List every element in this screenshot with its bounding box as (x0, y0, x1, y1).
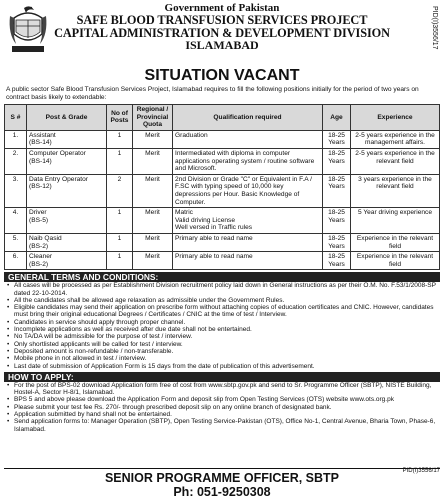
list-item: • Last date of submission of Application Form is 15 days from the date of publication of this advertisement. (14, 363, 438, 370)
column-header: Age (323, 105, 351, 131)
post-grade: (BS-12) (29, 183, 52, 191)
table-row (5, 130, 440, 148)
qualification-cell: Primary able to read name (173, 252, 323, 270)
post-cell (27, 130, 107, 148)
post-grade: (BS-14) (29, 157, 52, 165)
age-cell: 18-25 Years (323, 208, 351, 234)
column-header: No of Posts (107, 105, 133, 131)
list-item: • Application submitted by hand shall not be entertained. (14, 411, 438, 418)
phone-number: Ph: 051-9250308 (173, 485, 271, 499)
post-cell (27, 174, 107, 207)
post-grade: (BS-2) (29, 260, 49, 268)
city-name: ISLAMABAD (185, 38, 259, 52)
column-header: Regional / Provincial Quota (133, 105, 173, 131)
terms-heading: GENERAL TERMS AND CONDITIONS: (4, 272, 440, 282)
post-cell (27, 233, 107, 251)
column-header: Qualification required (173, 105, 323, 131)
post-grade: (BS-5) (29, 216, 49, 224)
list-item: • For the post of BPS-02 download Application form free of cost from www.sbtp.gov.pk and send to Sr. Programme Officer (SBTP), NISTE Building, Hostel-A, Sector H-8/1, Islamabad. (14, 382, 438, 397)
serial-cell: 4. (5, 208, 27, 234)
list-item: • Candidates in service should apply through proper channel. (14, 319, 438, 326)
qualification-cell: Intermediated with diploma in computer applications operating system / routine software and Microsoft. (173, 148, 323, 174)
table-row (5, 208, 440, 234)
list-item: • Incomplete applications as well as received after due date shall not be entertained. (14, 326, 438, 333)
list-item: • All the candidates shall be allowed age relaxation as admissible under the Government Rules. (14, 297, 438, 304)
vacancy-table (4, 104, 440, 270)
post-title: Computer Operator (29, 149, 86, 157)
serial-cell: 6. (5, 252, 27, 270)
serial-cell: 5. (5, 233, 27, 251)
list-item: • All cases will be processed as per Establishment Division recruitment policy laid down in General instructions as per their O.M. No. F.53/1/2008-SP dated 22-10-2014. (14, 282, 438, 297)
posts-cell: 1 (107, 148, 133, 174)
table-row (5, 233, 440, 251)
footer (4, 468, 440, 499)
table-row (5, 174, 440, 207)
post-grade: (BS-2) (29, 242, 49, 250)
list-item: • BPS 5 and above please download the Application Form and deposit slip from Open Testing Services (OTS) website www.ots.org.pk (14, 396, 438, 403)
posts-cell: 1 (107, 233, 133, 251)
qualification-cell: Matric Valid driving License Well versed in Traffic rules (173, 208, 323, 234)
age-cell: 18-25 Years (323, 130, 351, 148)
apply-list (4, 382, 440, 433)
experience-cell: 3 years experience in the relevant field (351, 174, 440, 207)
post-title: Driver (29, 209, 47, 217)
experience-cell: 2-5 years experience in the management affairs. (351, 130, 440, 148)
post-title: Naib Qasid (29, 234, 62, 242)
qualification-cell: 2nd Division or Grade "C" or Equivalent in F.A / F.SC with typing speed of 10,000 key depressions per Hour. Basic Knowledge of Computer. (173, 174, 323, 207)
experience-cell: Experience in the relevant field (351, 252, 440, 270)
quota-cell: Merit (133, 208, 173, 234)
posts-cell: 1 (107, 252, 133, 270)
officer-title: SENIOR PROGRAMME OFFICER, SBTP (104, 471, 340, 485)
state-emblem-icon (6, 4, 50, 56)
project-name: SAFE BLOOD TRANSFUSION SERVICES PROJECT (76, 13, 368, 27)
terms-list (4, 282, 440, 370)
quota-cell: Merit (133, 174, 173, 207)
table-row (5, 148, 440, 174)
division-name: CAPITAL ADMINISTRATION & DEVELOPMENT DIVISION (54, 25, 390, 40)
experience-cell: 2-5 years experience in the relevant field (351, 148, 440, 174)
post-grade: (BS-14) (29, 139, 52, 147)
header (4, 2, 440, 66)
table-header-row (5, 105, 440, 131)
column-header: Post & Grade (27, 105, 107, 131)
experience-cell: 5 Year driving experience (351, 208, 440, 234)
list-item: • Mobile phone in not allowed in test / interview. (14, 355, 438, 362)
quota-cell: Merit (133, 130, 173, 148)
list-item: • Only shortlisted applicants will be called for test / interview. (14, 341, 438, 348)
posts-cell: 1 (107, 208, 133, 234)
age-cell: 18-25 Years (323, 233, 351, 251)
age-cell: 18-25 Years (323, 252, 351, 270)
post-title: Cleaner (29, 253, 53, 261)
apply-heading: HOW TO APPLY: (4, 372, 440, 382)
list-item: • Eligible candidates may send their application on prescribe form without attaching copies of education certificates and CNIC. However, candidates must bring their original educational Degrees / Certificates / CNIC at the time of test / Interview. (14, 304, 438, 319)
list-item: • Deposited amount is non-refundable / non-transferable. (14, 348, 438, 355)
post-cell (27, 252, 107, 270)
age-cell: 18-25 Years (323, 148, 351, 174)
quota-cell: Merit (133, 148, 173, 174)
post-cell (27, 208, 107, 234)
side-reference: PID(I)3556/17 (431, 6, 438, 50)
post-title: Data Entry Operator (29, 175, 89, 183)
list-item: • No TA/DA will be admissible for the purpose of test / interview. (14, 333, 438, 340)
posts-cell: 2 (107, 174, 133, 207)
qualification-cell: Primary able to read name (173, 233, 323, 251)
serial-cell: 2. (5, 148, 27, 174)
pid-number: PID(I)3556/17 (402, 468, 440, 474)
experience-cell: Experience in the relevant field (351, 233, 440, 251)
list-item: • Send application forms to: Manager Operation (SBTP), Open Testing Service-Pakistan (OTS), Office No-1, Central Avenue, Bharia Town, Phase-6, Islamabad. (14, 418, 438, 433)
serial-cell: 1. (5, 130, 27, 148)
quota-cell: Merit (133, 252, 173, 270)
qualification-cell: Graduation (173, 130, 323, 148)
list-item: • Please submit your test fee Rs. 270/- through prescribed deposit slip on any online branch of designated bank. (14, 404, 438, 411)
government-line: Government of Pakistan (164, 2, 280, 14)
intro-text: A public sector Safe Blood Transfusion Services Project, Islamabad requires to fill the following positions initially for the period of two years on contract basis likely to extendable: (6, 86, 419, 101)
age-cell: 18-25 Years (323, 174, 351, 207)
table-row (5, 252, 440, 270)
post-cell (27, 148, 107, 174)
post-title: Assistant (29, 131, 56, 139)
page-title: SITUATION VACANT (144, 67, 300, 84)
column-header: Experience (351, 105, 440, 131)
serial-cell: 3. (5, 174, 27, 207)
posts-cell: 1 (107, 130, 133, 148)
column-header: S # (5, 105, 27, 131)
quota-cell: Merit (133, 233, 173, 251)
